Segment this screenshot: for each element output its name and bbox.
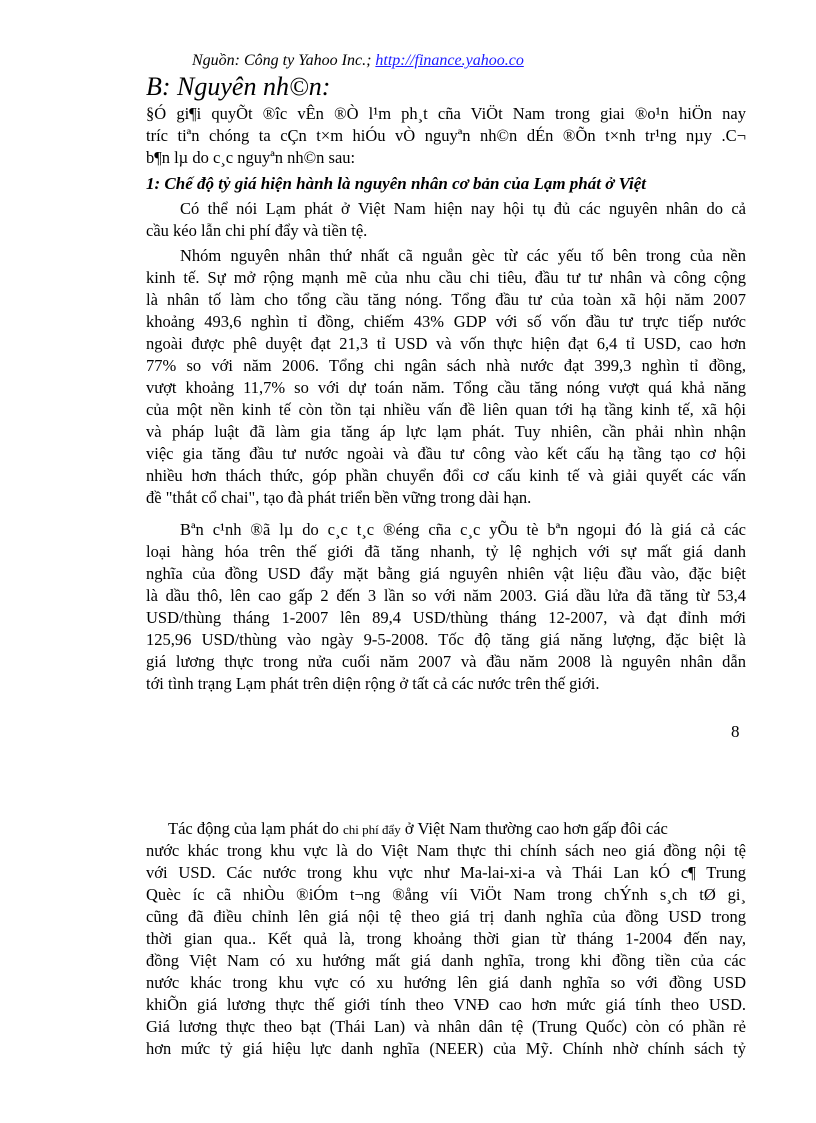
intro-line: b¶n lµ do c¸c nguyªn nh©n sau: — [146, 148, 356, 167]
paragraph-line: loại hàng hóa trên thế giới đã tăng nhanh, tỷ lệ nghịch với sự mất giá danh — [146, 542, 746, 561]
page-number: 8 — [731, 722, 740, 741]
paragraph-line: Có thể nói Lạm phát ở Việt Nam hiện nay hội tụ đủ các nguyên nhân do cả — [180, 199, 746, 218]
paragraph-line: giá lương thực trong nửa cuối năm 2007 và đầu năm 2008 là nguyên nhân dẫn — [146, 652, 746, 671]
heading-1: 1: Chế độ tỷ giá hiện hành là nguyên nhân cơ bản của Lạm phát ở Việt — [146, 174, 646, 193]
paragraph-line: vượt khoảng 11,7% so với dự toán năm. Tổng cầu tăng nóng vượt quá khả năng — [146, 378, 746, 397]
intro-line: tríc tiªn chóng ta cÇn t×m hiÓu vÒ nguyªn nh©n dÉn ®Õn t×nh tr¹ng nµy .C¬ — [146, 126, 746, 145]
paragraph-line: đồng Việt Nam có xu hướng mất giá danh nghĩa, trong khi đồng tiền của các — [146, 951, 746, 970]
paragraph-line: USD/thùng tháng 1-2007 lên 89,4 USD/thùng tháng 12-2007, và đạt đỉnh mới — [146, 608, 746, 627]
paragraph-line: đề "thắt cổ chai", tạo đà phát triển bền vững trong dài hạn. — [146, 488, 532, 507]
paragraph-line: 125,96 USD/thùng vào ngày 9-5-2008. Tốc độ tăng giá năng lượng, đặc biệt là — [146, 630, 746, 649]
text-run-small: chi phí đẩy — [343, 822, 401, 837]
paragraph-line: kinh tế. Sự mở rộng mạnh mẽ của nhu cầu chi tiêu, đầu tư tư nhân và công cộng — [146, 268, 746, 287]
paragraph-line: nước khác trong khu vực có xu hướng lên giá danh nghĩa so với đồng USD — [146, 973, 746, 992]
text-run: Tác động của lạm phát do — [168, 819, 344, 838]
paragraph-line: của một nền kinh tế còn tồn tại nhiều vấn đề liên quan tới hạ tầng kinh tế, xã hội — [146, 400, 746, 419]
paragraph-line: thời gian qua.. Kết quả là, trong khoảng thời gian từ tháng 1-2004 đến nay, — [146, 929, 746, 948]
paragraph-line: hơn mức tỷ giá hiệu lực danh nghĩa (NEER) của Mỹ. Chính nhờ chính sách tỷ — [146, 1039, 746, 1058]
paragraph-line — [168, 818, 746, 841]
paragraph-line: Quèc íc cã nhiÒu ®iÓm t¬ng ®ång víi ViÖt Nam trong chÝnh s¸ch tØ gi¸ — [146, 885, 746, 904]
paragraph-line: khiÕn giá lương thực thế giới tính theo VNĐ cao hơn mức giá tính theo USD. — [146, 995, 746, 1014]
section-b-title: B: Nguyên nh©n: — [146, 72, 331, 101]
paragraph-line: việc gia tăng đầu tư nước ngoài và đầu tư công vào kết cấu hạ tầng tạo cơ hội — [146, 444, 746, 463]
paragraph-line: cầu kéo lẫn chi phí đẩy và tiền tệ. — [146, 221, 368, 240]
intro-line: §Ó gi¶i quyÕt ®îc vÊn ®Ò l¹m ph¸t cña ViÖt Nam trong giai ®o¹n hiÖn nay — [146, 104, 746, 123]
paragraph-line: cũng đã điều chỉnh lên giá nội tệ theo giá trị danh nghĩa của đồng USD trong — [146, 907, 746, 926]
source-prefix: Nguồn: Công ty Yahoo Inc.; — [192, 52, 376, 69]
paragraph-line: và pháp luật đã làm gia tăng áp lực lạm phát. Tuy nhiên, cần phải nhìn nhận — [146, 422, 746, 441]
paragraph-line: nhiều hơn thách thức, góp phần chuyển đổi cơ cấu kinh tế và giải quyết các vấn — [146, 466, 746, 485]
paragraph-line: tới tình trạng Lạm phát trên diện rộng ở tất cả các nước trên thế giới. — [146, 674, 600, 693]
paragraph-line: với USD. Các nước trong khu vực như Ma-lai-xi-a và Thái Lan kÓ c¶ Trung — [146, 863, 746, 882]
paragraph-line: nước khác trong khu vực là do Việt Nam thực thi chính sách neo giá đồng nội tệ — [146, 841, 746, 860]
paragraph-line: Nhóm nguyên nhân thứ nhất cã nguån gèc từ các yếu tố bên trong của nền — [180, 246, 746, 265]
paragraph-line: nghĩa của đồng USD đẩy mặt bằng giá nguyên nhiên vật liệu đầu vào, đặc biệt — [146, 564, 746, 583]
paragraph-line: là nhân tố làm cho tổng cầu tăng nóng. Tổng đầu tư của toàn xã hội năm 2007 — [146, 290, 746, 309]
paragraph-line: khoảng 493,6 nghìn tỉ đồng, chiếm 43% GDP với số vốn đầu tư trực tiếp nước — [146, 312, 746, 331]
text-run: ở Việt Nam thường cao hơn gấp đôi các — [400, 819, 668, 838]
paragraph-line: 77% so với năm 2006. Tổng chi ngân sách nhà nước đạt 399,3 nghìn tỉ đồng, — [146, 356, 746, 375]
paragraph-line: Bªn c¹nh ®ã lµ do c¸c t¸c ®éng cña c¸c yÕu tè bªn ngoµi đó là giá cả các — [180, 520, 746, 539]
paragraph-line: Giá lương thực theo bạt (Thái Lan) và nhân dân tệ (Trung Quốc) còn có phần rẻ — [146, 1017, 746, 1036]
source-link[interactable]: http://finance.yahoo.co — [375, 52, 524, 69]
paragraph-line: ngoài được phê duyệt đạt 21,3 tỉ USD và vốn thực hiện đạt 6,4 tỉ USD, cao hơn — [146, 334, 746, 353]
paragraph-line: là dầu thô, lên cao gấp 2 đến 3 lần so với năm 2003. Giá dầu lửa đã tăng từ 53,4 — [146, 586, 746, 605]
source-line — [192, 52, 524, 70]
